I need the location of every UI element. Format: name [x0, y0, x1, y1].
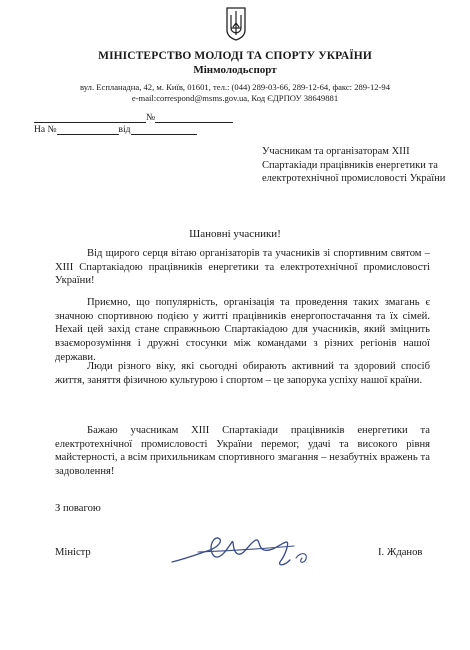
contact-line: e-mail:correspond@msms.gov.ua, Код ЄДРПОУ 38649881 — [131, 93, 339, 103]
recipient-block: Учасникам та організаторам ХІІІ Спартакіади працівників енергетики та електротехнічної промисловості України — [262, 146, 446, 184]
on-number-label: На № — [34, 125, 57, 135]
body-paragraph: Від щирого серця вітаю організаторів та учасників зі спортивним святом – ХІІІ Спартакіадою працівників енергетики та електротехнічної промисловості України! — [55, 248, 430, 287]
address-line: вул. Еспланадна, 42, м. Київ, 01601, тел.: (044) 289-03-66, 289-12-64, факс: 289-12-94 — [79, 82, 390, 92]
greeting: Шановні учасники! — [189, 228, 281, 240]
from-label: від — [118, 125, 131, 135]
signer-position: Міністр — [55, 547, 91, 558]
trident-emblem-icon — [225, 6, 247, 42]
body-paragraph: Приємно, що популярність, організація та проведення таких змагань є значною спортивною подією у житті працівників енергопостачання та їх сімей. Нехай цей захід стане справжньою Спартакіадою для учасників, який зміцнить взаєморозуміння і дружні стосунки між командами з різних регіонів нашої держави. — [55, 297, 430, 363]
number-label: № — [146, 113, 156, 123]
ministry-name: МІНІСТЕРСТВО МОЛОДІ ТА СПОРТУ УКРАЇНИ — [98, 50, 372, 62]
outgoing-number-line — [34, 112, 233, 123]
closing-regards: З повагою — [55, 503, 101, 514]
signer-name: І. Жданов — [378, 547, 423, 558]
body-paragraph: Бажаю учасникам ХІІІ Спартакіади працівників енергетики та електротехнічної промисловості України перемог, удачі та високого рівня майстерності, а всім прихильникам спортивного змагання – незабутніх вражень та задоволення! — [55, 425, 430, 478]
body-paragraph: Люди різного віку, які сьогодні обирають активний та здоровий спосіб життя, заняття фізичною культурою і спортом – це запорука успіху нашої країни. — [55, 361, 430, 386]
handwritten-signature-icon — [168, 532, 328, 572]
incoming-reference-line — [34, 124, 197, 135]
ministry-short-name: Мінмолодьспорт — [193, 64, 277, 76]
